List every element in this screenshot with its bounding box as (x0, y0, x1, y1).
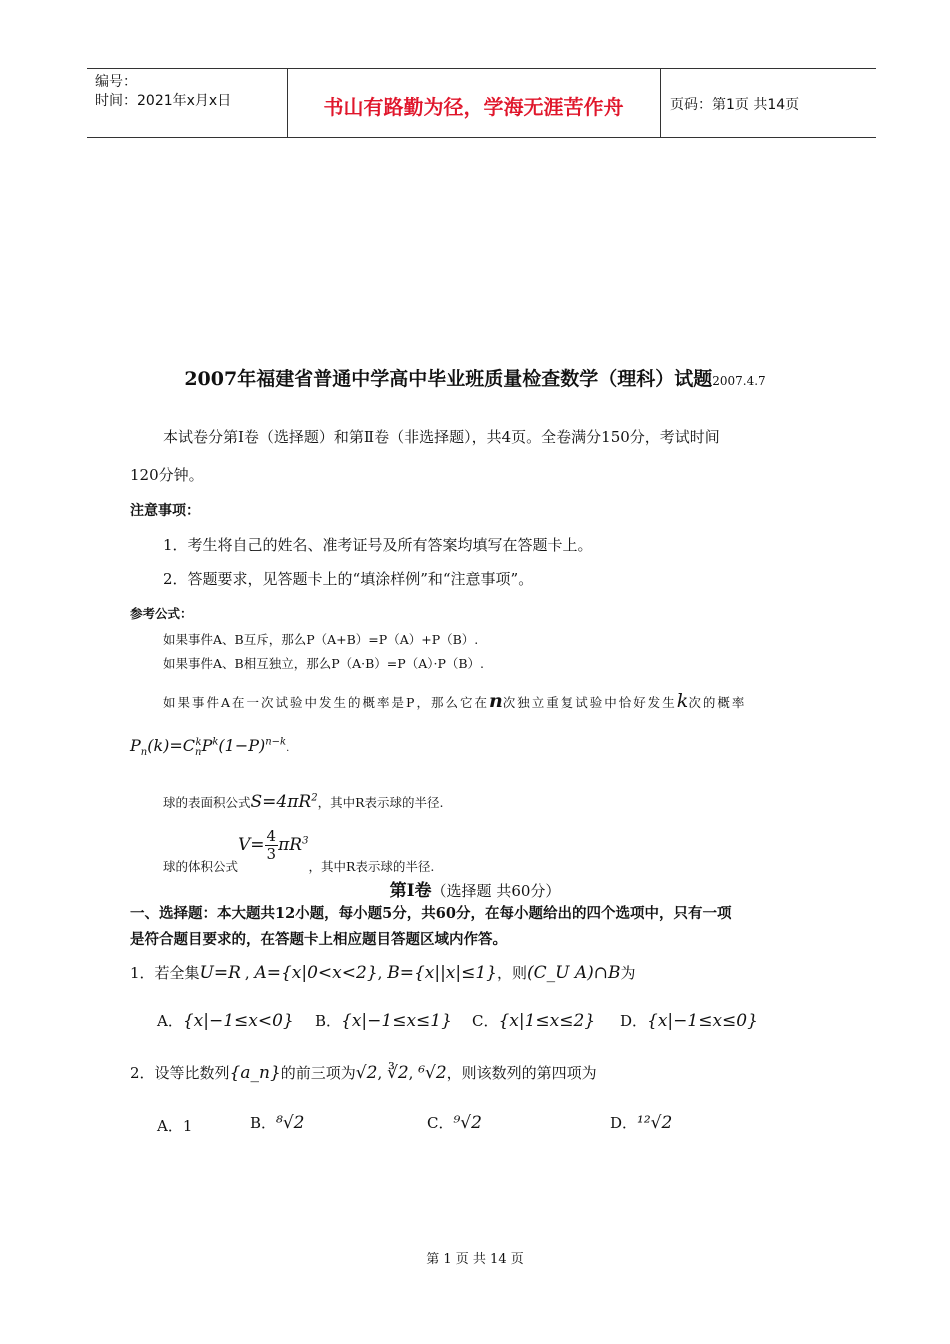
intro-line-2: 120分钟。 (130, 466, 204, 484)
header-table (87, 68, 876, 138)
section-1-subtitle: （选择题 共60分） (431, 882, 561, 900)
q1-set-a: A={x|0<x<2} (254, 963, 378, 983)
q2-end-text: ，则该数列的第四项为 (446, 1064, 597, 1082)
title-date: 2007.4.7 (712, 374, 766, 388)
page-title (0, 364, 950, 391)
sphere-area-label: 球的表面积公式 (163, 795, 251, 810)
formula-3-text: 如果事件A在一次试验中发生的概率是P，那么它在 (163, 695, 489, 710)
page-footer: 第 1 页 共 14 页 (426, 1252, 524, 1267)
q2-sequence: {a_n} (229, 1063, 281, 1083)
q2-option-c (427, 1112, 482, 1133)
formula-3-text: 次独立重复试验中恰好发生 (502, 695, 677, 710)
note-item-1: 1．考生将自己的姓名、准考证号及所有答案均填写在答题卡上。 (163, 536, 593, 554)
intro-line-1: 本试卷分第Ⅰ卷（选择题）和第Ⅱ卷（非选择题），共4页。全卷满分150分，考试时间 (163, 428, 720, 446)
sphere-volume-label: 球的体积公式 (163, 859, 239, 874)
var-k: k (676, 690, 689, 712)
option-label: A． (157, 1012, 183, 1030)
option-label: C． (472, 1012, 499, 1030)
time-label: 时间：2021年x月x日 (95, 93, 232, 109)
q1-is: 为 (620, 964, 636, 982)
q1-expression: (C_U A)∩B (527, 963, 621, 983)
sphere-area-formula: $S=4\pi R^2$ (250, 792, 318, 812)
q2-term-2: ∛2 (386, 1063, 409, 1083)
title-main: 2007年福建省普通中学高中毕业班质量检查数学（理科）试题 (184, 368, 713, 390)
option-value: {x|1≤x≤2} (498, 1011, 596, 1031)
formula-3 (163, 690, 833, 712)
q1-option-d (620, 1010, 758, 1031)
option-value: {x|−1≤x≤1} (341, 1011, 452, 1031)
question-2-number: 2．设等比数列 (130, 1064, 230, 1082)
option-label: C． (427, 1114, 454, 1132)
option-label: A． (157, 1117, 183, 1135)
option-value: {x|−1≤x≤0} (647, 1011, 758, 1031)
q1-option-b (315, 1010, 452, 1031)
option-value: ⁹√2 (453, 1113, 482, 1133)
option-value: ¹²√2 (637, 1113, 673, 1133)
q2-option-a (157, 1115, 192, 1136)
q1-option-a (157, 1010, 294, 1031)
question-1: 1．若全集U=R , A={x|0<x<2}, B={x||x|≤1}，则(C_U A)∩B为 (130, 963, 636, 983)
q1-universal-set: U=R (199, 963, 241, 983)
option-label: B． (315, 1012, 342, 1030)
binomial-formula: $P_n(k)=C_n^kP^k(1-P)^{n-k}$. (130, 736, 290, 759)
q2-option-b (250, 1112, 305, 1133)
question-2: 2．设等比数列{a_n}的前三项为√2, ∛2, ⁶√2，则该数列的第四项为 (130, 1063, 597, 1083)
section-1-title: 第Ⅰ卷 (389, 881, 432, 901)
option-value: 1 (182, 1117, 193, 1135)
formula-1: 如果事件A、B互斥，那么P（A+B）=P（A）+P（B）. (163, 632, 479, 647)
sphere-volume-formula: V= $\frac{4}{3}$ $\pi R^3$ (238, 827, 309, 863)
note-item-2: 2．答题要求，见答题卡上的“填涂样例”和“注意事项”。 (163, 570, 534, 588)
q1-set-b: B={x||x|≤1} (387, 963, 497, 983)
section-1-heading (0, 876, 950, 901)
q2-option-d (610, 1112, 672, 1133)
sphere-volume-note: ，其中R表示球的半径. (308, 859, 435, 874)
option-label: D． (610, 1114, 638, 1132)
option-label: B． (250, 1114, 277, 1132)
question-1-number: 1．若全集 (130, 964, 200, 982)
header-divider (660, 69, 661, 137)
var-n: n (488, 690, 503, 712)
option-value: ⁸√2 (276, 1113, 305, 1133)
notes-heading: 注意事项： (130, 503, 200, 519)
sphere-area-note: ，其中R表示球的半径. (317, 795, 444, 810)
section-1-instructions-1: 一、选择题：本大题共12小题，每小题5分，共60分，在每小题给出的四个选项中，只有一项 (130, 905, 732, 922)
sphere-area (163, 792, 444, 812)
formulas-heading: 参考公式： (130, 606, 193, 621)
q1-option-c (472, 1010, 595, 1031)
option-value: {x|−1≤x<0} (182, 1011, 294, 1031)
q1-then: ，则 (497, 964, 528, 982)
formula-3-text: 次的概率 (688, 695, 747, 710)
header-motto: 书山有路勤为径，学海无涯苦作舟 (323, 95, 624, 119)
q2-term-3: ⁶√2 (418, 1063, 447, 1083)
formula-2: 如果事件A、B相互独立，那么P（A·B）=P（A）·P（B）. (163, 656, 485, 671)
q2-term-1: √2 (355, 1063, 378, 1083)
option-label: D． (620, 1012, 648, 1030)
section-1-instructions-2: 是符合题目要求的，在答题卡上相应题目答题区域内作答。 (130, 931, 507, 948)
header-page-label: 页码：第1页 共14页 (670, 97, 800, 113)
header-info (95, 73, 231, 111)
number-label: 编号： (95, 74, 137, 90)
q2-mid-text: 的前三项为 (280, 1064, 356, 1082)
sphere-volume (163, 827, 435, 874)
